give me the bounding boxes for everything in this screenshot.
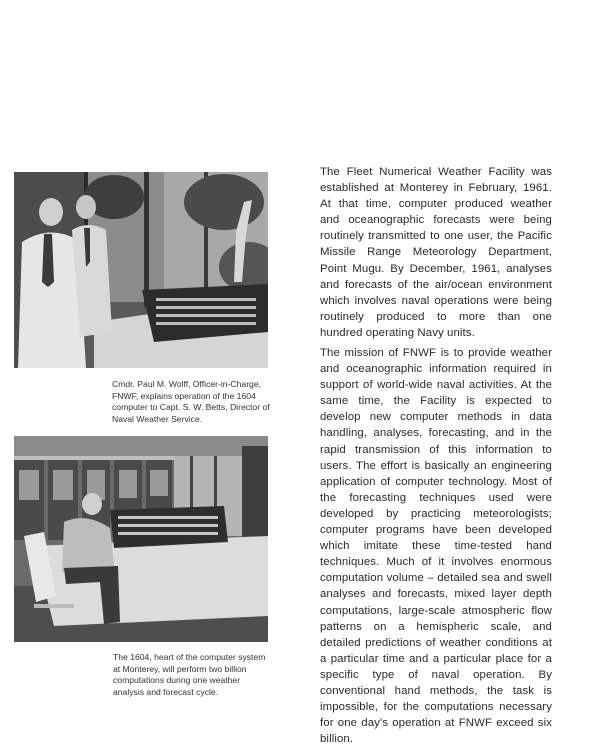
body-paragraph-mission: The mission of FNWF is to provide weather and oceanographic information required in support of world-wide naval activities. At the same time, the Facility is expected to develop new computer methods in data handling, analyses, forecasting, and in the rapid transmission of this information to users. The effort is basically an engineering application of computer technology. Most of the forecasting techniques used were developed by practicing meteorologists; computer programs have been developed which imitate these time-tested hand techniques. Much of it involves enormous computation volume – detailed sea and swell analyses and forecasts, mixed layer depth computations, large-scale atmospheric flow patterns on a hemispheric scale, and detailed predictions of weather conditions at a particular time and a particular place for a specific type of naval operation. By conventional hand methods, the task is impossible, for the computations necessary for one day's operation at FNWF exceed six billion. — [320, 347, 552, 746]
photo-computer-graphic — [14, 436, 268, 642]
photo-1604-computer — [14, 436, 268, 642]
body-paragraph-history: The Fleet Numerical Weather Facility was established at Monterey in February, 1961. At that time, computer produced weather and oceanographic forecasts were being routinely transmitted to one user, the Pacific Missile Range Meteorology Department, Point Mugu. By December, 1961, analyses and forecasts of the air/ocean environment which involves naval operations were being routinely produced to more than one hundred operating Navy units. — [320, 166, 552, 339]
photo-officers-at-console — [14, 172, 268, 368]
caption-1604: The 1604, heart of the computer system at Monterey, will perform two billion computations during one weather analysis and forecast cycle. — [113, 652, 266, 697]
photo-officers-graphic — [14, 172, 268, 368]
caption-officers: Cmdr. Paul M. Wolff, Officer-in-Charge, FNWF, explains operation of the 1604 computer to Capt. S. W. Betts, Director of Naval Weather Service. — [112, 379, 270, 424]
